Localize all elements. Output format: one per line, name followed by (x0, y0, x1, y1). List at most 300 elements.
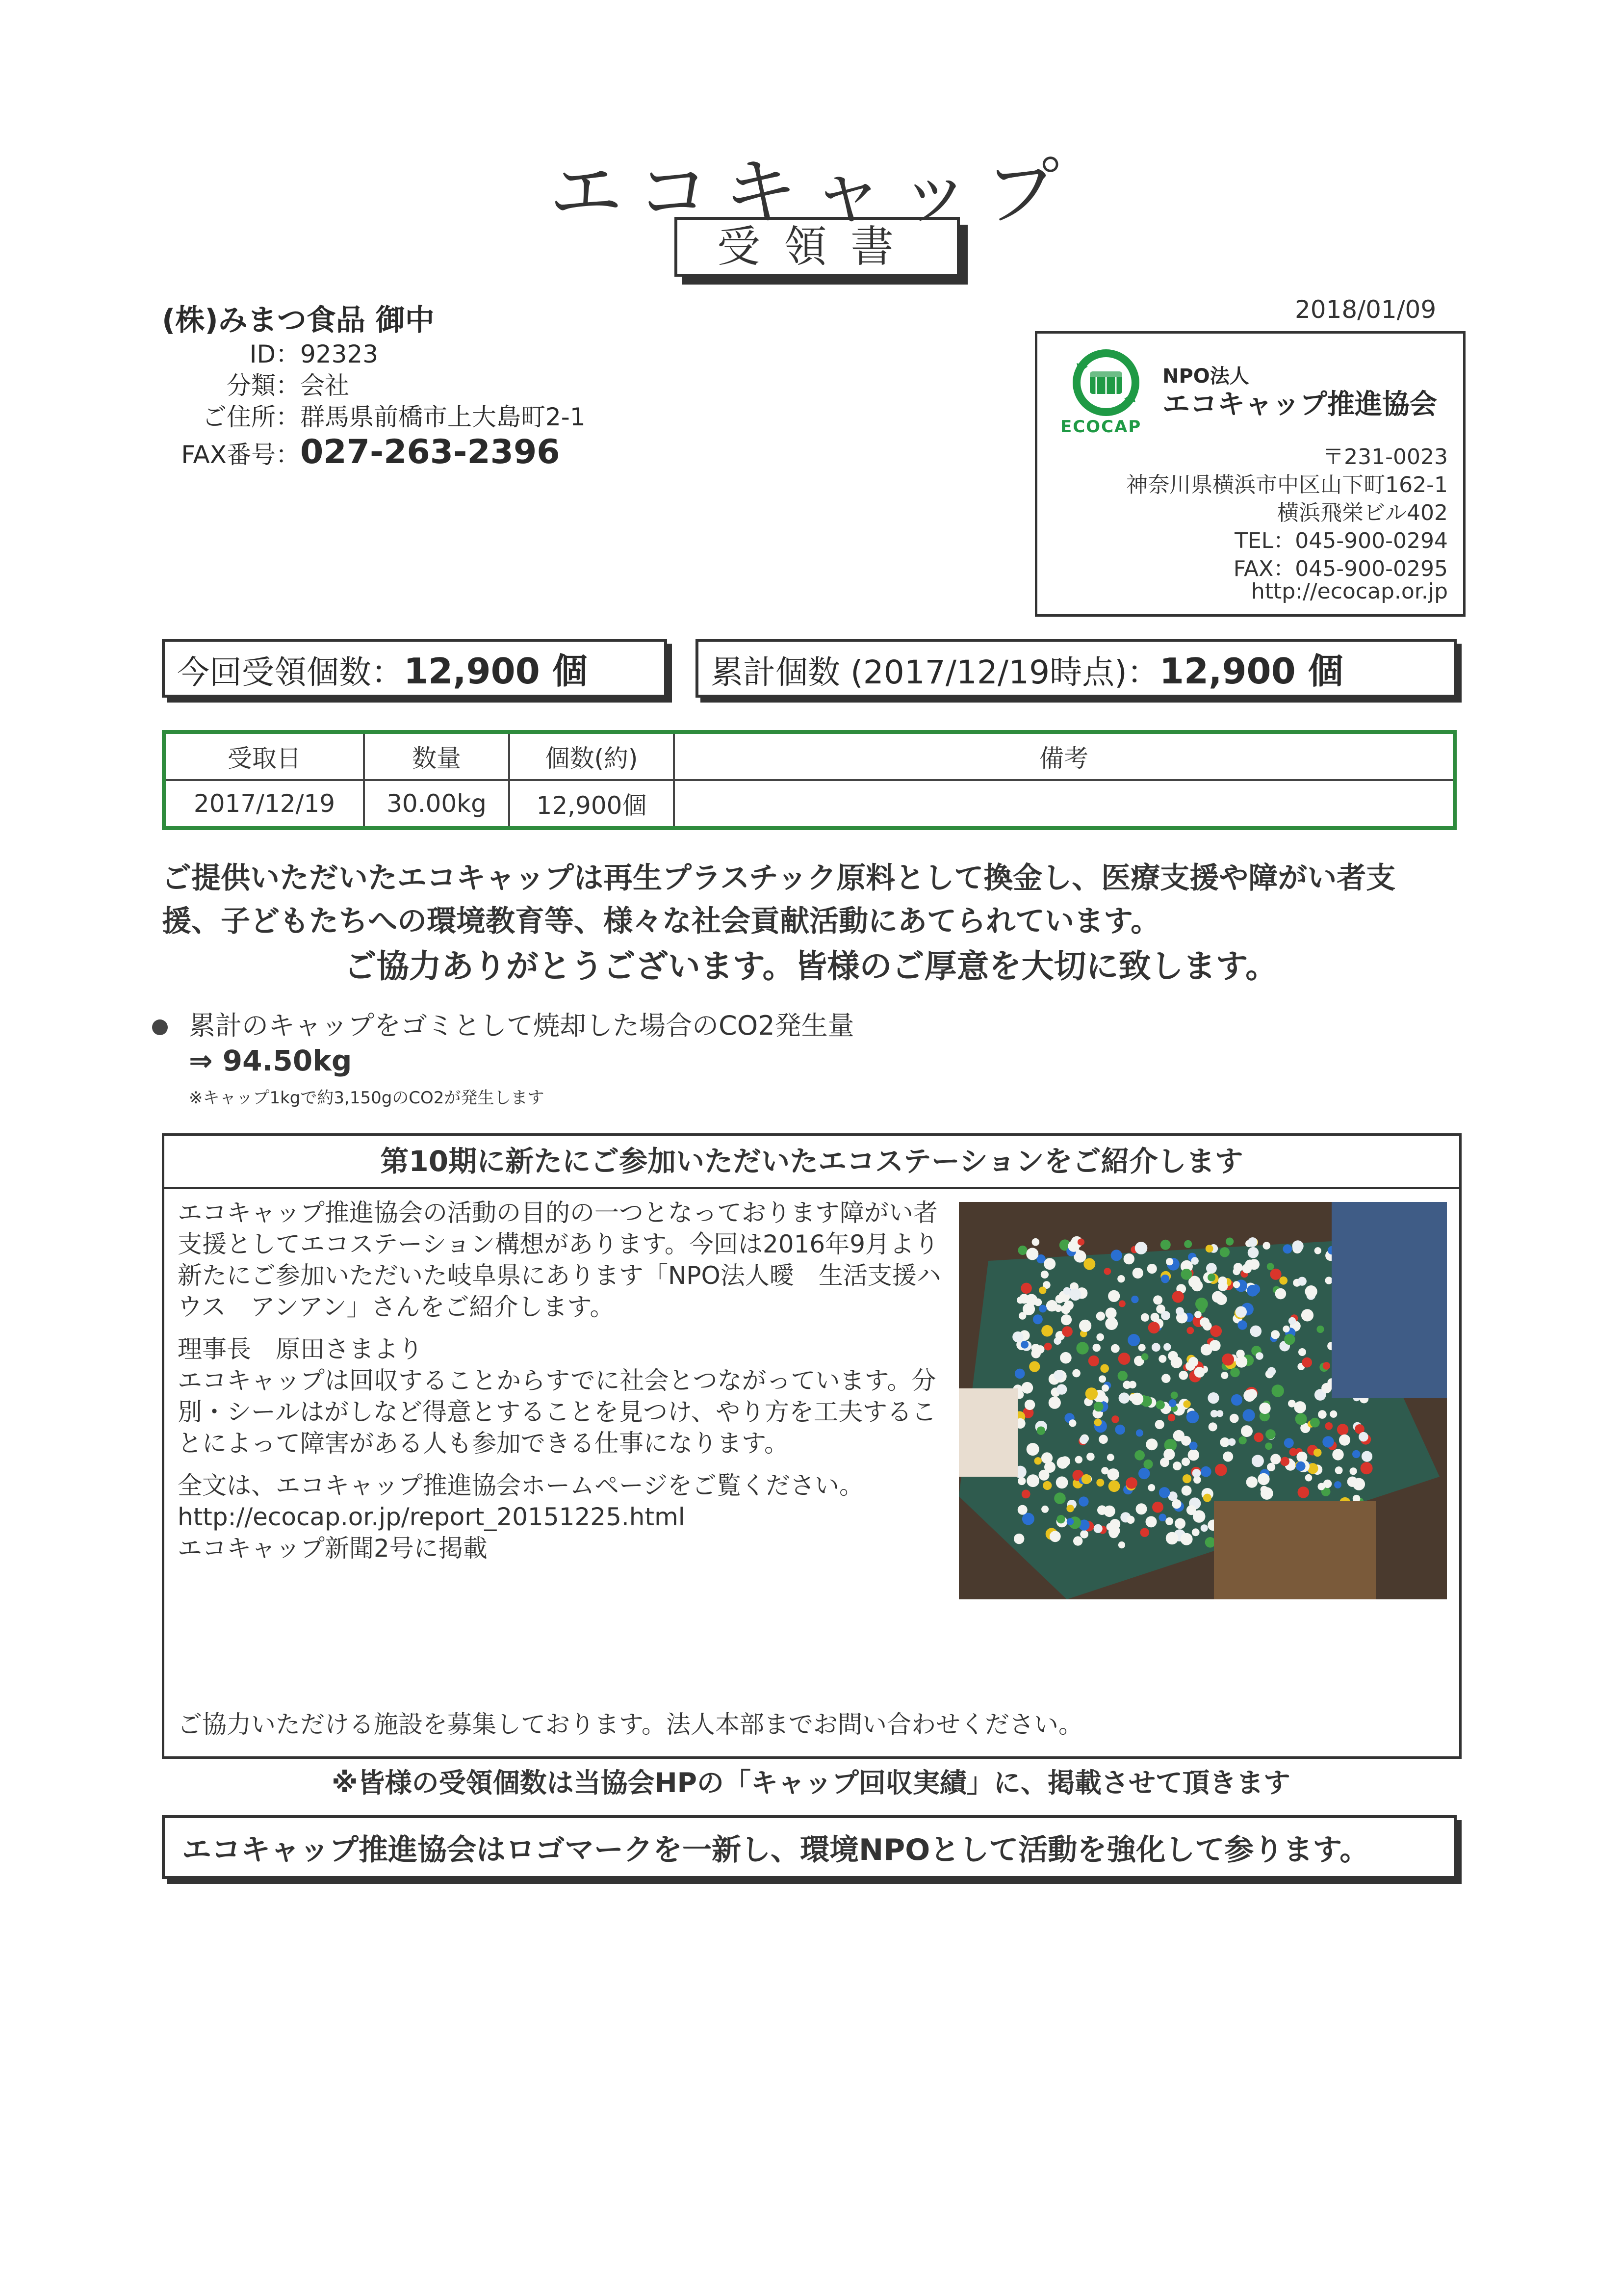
bottle-cap (1292, 1240, 1304, 1252)
bottle-cap (1031, 1344, 1040, 1353)
bottle-cap (1083, 1258, 1095, 1270)
bottle-cap (1201, 1466, 1211, 1477)
bottle-cap (1118, 1353, 1131, 1365)
bottle-cap (1163, 1343, 1171, 1351)
bottle-cap (1191, 1257, 1199, 1265)
bottle-cap (1072, 1369, 1081, 1378)
bottle-cap (1107, 1468, 1119, 1480)
bottle-cap (1022, 1513, 1034, 1525)
featured-heading: 第10期に新たにご参加いただいたエコステーションをご紹介します (164, 1136, 1459, 1189)
bottle-cap (1218, 1277, 1227, 1286)
bottle-cap (1323, 1362, 1330, 1369)
bottle-cap (1032, 1238, 1040, 1246)
bottle-cap (1228, 1438, 1236, 1446)
featured-text (178, 1197, 943, 1575)
row-date: 2017/12/19 (164, 780, 364, 828)
bottle-cap (1155, 1420, 1164, 1429)
bottle-cap (1152, 1343, 1160, 1352)
bottle-cap (1220, 1247, 1230, 1257)
featured-fulltext: 全文は、エコキャップ推進協会ホームページをご覧ください。 (178, 1471, 864, 1500)
bottle-cap (1295, 1413, 1307, 1425)
bottle-cap (1108, 1525, 1120, 1537)
bottle-cap (1126, 1477, 1137, 1489)
org-postal: 〒231-0023 (1322, 444, 1448, 470)
footer-announcement: エコキャップ推進協会はロゴマークを一新し、環境NPOとして活動を強化して参ります。 (162, 1815, 1457, 1879)
bottle-cap (1100, 1364, 1109, 1373)
bottle-cap (1247, 1285, 1259, 1297)
bottle-cap (1104, 1268, 1111, 1275)
bottle-cap (1258, 1473, 1269, 1485)
bottle-cap (1173, 1430, 1184, 1441)
bottle-cap (1054, 1492, 1066, 1504)
featured-quote-block (178, 1333, 943, 1459)
bottle-cap (1018, 1477, 1026, 1485)
featured-intro: エコキャップ推進協会の活動の目的の一つとなっております障がい者支援としてエコステーション構想があります。今回は2016年9月より新たにご参加いただいた岐阜県にあります「NPO法人曖 生活支援ハウス アンアン」さんをご紹介します。 (178, 1199, 941, 1321)
co2-label: 累計のキャップをゴミとして焼却した場合のCO2発生量 (189, 1010, 854, 1041)
bottle-cap (1106, 1307, 1117, 1319)
table-header-row (164, 732, 1455, 780)
row-remarks (674, 780, 1455, 828)
bottle-cap (1256, 1352, 1263, 1360)
bottle-caps-photo (959, 1202, 1447, 1599)
bottle-cap (1272, 1384, 1284, 1397)
address-value: 群馬県前橋市上大島町2-1 (300, 403, 586, 431)
bottle-cap (1029, 1361, 1040, 1372)
bottle-cap (1124, 1253, 1134, 1264)
bottle-cap (1267, 1463, 1275, 1471)
received-count-value: 12,900 個 (404, 651, 588, 692)
bottle-cap (1099, 1435, 1108, 1444)
co2-note: ※キャップ1kgで約3,150gのCO2が発生します (189, 1088, 544, 1108)
bottle-cap (1313, 1449, 1322, 1457)
bottle-cap (1259, 1403, 1270, 1414)
bottle-cap (1233, 1268, 1240, 1275)
bottle-cap (1056, 1384, 1067, 1394)
document-title: エコキャップ (549, 150, 1073, 235)
bottle-cap (1241, 1425, 1253, 1437)
bottle-cap (1094, 1524, 1103, 1533)
bottle-cap (1305, 1474, 1313, 1482)
bottle-cap (1330, 1410, 1337, 1418)
bottle-cap (1347, 1477, 1358, 1487)
bottle-cap (1172, 1291, 1184, 1303)
bottle-cap (1182, 1486, 1192, 1496)
bottle-cap (1314, 1247, 1321, 1254)
bottle-cap (1231, 1394, 1242, 1406)
bottle-cap (1160, 1240, 1171, 1250)
bottle-cap (1296, 1452, 1307, 1462)
recipient-id-row (162, 339, 586, 370)
bottle-cap (1216, 1294, 1227, 1305)
bottle-cap (1078, 1239, 1084, 1246)
bottle-cap (1237, 1320, 1247, 1330)
bottle-cap (1247, 1389, 1257, 1399)
bottle-cap (1119, 1392, 1130, 1404)
bottle-cap (1195, 1298, 1208, 1310)
bottle-cap (1136, 1429, 1143, 1436)
bottle-cap (1146, 1516, 1157, 1527)
cumulative-count-box (695, 639, 1457, 698)
bottle-cap (1066, 1505, 1074, 1512)
receipt-table (162, 730, 1457, 830)
bottle-cap (1152, 1502, 1163, 1513)
recipient-address-row (162, 401, 586, 433)
bottle-cap (1118, 1371, 1128, 1381)
bottle-cap (1284, 1438, 1294, 1448)
bottle-cap (1096, 1333, 1104, 1341)
org-name: エコキャップ推進協会 (1162, 389, 1437, 420)
bottle-cap (1288, 1400, 1296, 1408)
bottle-cap (1111, 1250, 1122, 1261)
bottle-cap (1159, 1355, 1166, 1363)
bottle-cap (1321, 1383, 1332, 1393)
header-date: 受取日 (164, 732, 364, 780)
bottle-cap (1250, 1326, 1262, 1337)
bottle-cap (1102, 1384, 1109, 1392)
featured-url[interactable]: http://ecocap.or.jp/report_20151225.html (178, 1503, 685, 1531)
bottle-cap (1062, 1326, 1073, 1337)
header-count: 個数(約) (509, 732, 674, 780)
bottle-cap (1049, 1397, 1061, 1409)
bottle-cap (1359, 1432, 1368, 1442)
bottle-cap (1334, 1481, 1341, 1488)
org-fax: FAX：045-900-0295 (1233, 556, 1448, 581)
bottle-cap (1018, 1505, 1028, 1515)
bottle-cap (1148, 1322, 1160, 1333)
bottle-cap (1094, 1402, 1104, 1411)
received-count-box (162, 639, 667, 698)
bottle-cap (1027, 1443, 1039, 1456)
bottle-cap (1015, 1369, 1025, 1379)
bottle-cap (1184, 1240, 1192, 1248)
bottle-cap (1186, 1505, 1196, 1515)
bottle-cap (1361, 1462, 1373, 1474)
bottle-cap (1061, 1314, 1072, 1325)
bottle-cap (1238, 1436, 1246, 1444)
bottle-cap (1143, 1460, 1153, 1469)
bottle-cap (1325, 1422, 1333, 1430)
bottle-cap (1021, 1341, 1029, 1349)
bottle-cap (1050, 1531, 1061, 1542)
bottle-cap (1279, 1277, 1287, 1285)
bottle-cap (1294, 1401, 1306, 1413)
header-quantity: 数量 (364, 732, 509, 780)
bottle-cap (1186, 1327, 1194, 1334)
bottle-cap (1243, 1409, 1255, 1421)
bottle-cap (1021, 1382, 1033, 1394)
bottle-cap (1136, 1503, 1147, 1514)
org-npo-label: NPO法人 (1162, 365, 1249, 388)
bottle-cap (1352, 1450, 1360, 1458)
message-line-2: 援、子どもたちへの環境教育等、様々な社会貢献活動にあてられています。 (162, 904, 1160, 939)
bottle-cap (1012, 1331, 1023, 1342)
bottle-cap (1188, 1357, 1198, 1367)
bottle-cap (1203, 1494, 1211, 1502)
bottle-cap (1188, 1449, 1199, 1461)
bottle-cap (1208, 1392, 1219, 1404)
bottle-cap (1159, 1513, 1166, 1521)
recipient-name: (株)みまつ食品 御中 (162, 303, 435, 338)
bottle-cap (1284, 1334, 1295, 1345)
bottle-cap (1159, 1487, 1170, 1498)
bottle-cap (1134, 1450, 1145, 1461)
bottle-cap (1079, 1496, 1088, 1506)
bottle-cap (1019, 1294, 1029, 1304)
bottle-cap (1060, 1352, 1072, 1364)
bottle-cap (1022, 1490, 1030, 1499)
bottle-cap (1230, 1414, 1239, 1423)
bottle-cap (1129, 1394, 1136, 1402)
bottle-cap (1194, 1311, 1202, 1318)
bottle-cap (1298, 1348, 1306, 1356)
bottle-cap (1318, 1410, 1327, 1419)
bottle-cap (1086, 1453, 1095, 1461)
bottle-cap (1254, 1433, 1264, 1442)
cumulative-count-value: 12,900 個 (1159, 651, 1343, 692)
bottle-cap (1191, 1280, 1203, 1291)
bottle-cap (1026, 1248, 1038, 1260)
bottle-cap (1248, 1237, 1258, 1247)
bottle-cap (1088, 1356, 1099, 1366)
bottle-cap (1014, 1534, 1024, 1544)
bottle-cap (1194, 1367, 1205, 1378)
bottle-cap (1093, 1344, 1101, 1352)
bottle-cap (1316, 1326, 1324, 1333)
bottle-cap (1094, 1419, 1102, 1427)
bottle-cap (1267, 1367, 1276, 1376)
bottle-cap (1054, 1370, 1063, 1380)
message-line-1: ご提供いただいたエコキャップは再生プラスチック原料として換金し、医療支援や障がい者支 (162, 861, 1396, 895)
bottle-cap (1181, 1269, 1192, 1280)
fax-label: FAX番号： (181, 441, 300, 469)
bottle-cap (1192, 1469, 1201, 1478)
bottle-cap (1025, 1400, 1035, 1410)
bottle-cap (1230, 1368, 1240, 1378)
bottle-cap (1067, 1518, 1074, 1525)
bottle-cap (1034, 1457, 1042, 1464)
bottle-cap (1111, 1415, 1119, 1423)
bottle-cap (1350, 1467, 1357, 1475)
bottle-cap (1027, 1474, 1039, 1487)
bottle-cap (1039, 1305, 1047, 1313)
bottle-cap (1236, 1306, 1247, 1318)
bottle-cap (1209, 1422, 1217, 1431)
bottle-cap (1085, 1387, 1098, 1400)
received-count-label: 今回受領個数： (177, 653, 404, 691)
bottle-cap (1069, 1419, 1076, 1427)
issue-date: 2018/01/09 (1295, 295, 1437, 324)
bottle-cap (1206, 1245, 1213, 1252)
bottle-cap (1044, 1343, 1052, 1351)
logo-text: ECOCAP (1060, 417, 1142, 437)
bottle-cap (1060, 1456, 1070, 1466)
bottle-cap (1156, 1400, 1165, 1409)
homepage-note: ※皆様の受領個数は当協会HPの「キャップ回収実績」に、掲載させて頂きます (332, 1767, 1290, 1799)
bottle-cap (1236, 1356, 1247, 1368)
recipient-category-row (162, 370, 586, 401)
bottle-cap (1148, 1484, 1155, 1491)
bottle-cap (1166, 1258, 1173, 1265)
document-subtitle: 受領書 (674, 217, 960, 277)
bottle-cap (1271, 1330, 1280, 1339)
bottle-cap (1079, 1320, 1091, 1332)
fax-value: 027-263-2396 (300, 433, 560, 471)
bottle-cap (1033, 1314, 1043, 1324)
cumulative-count-label: 累計個数 (2017/12/19時点)： (711, 653, 1159, 691)
bottle-cap (1140, 1528, 1149, 1537)
bottle-cap (1041, 1271, 1049, 1278)
bottle-cap (1215, 1464, 1227, 1476)
ecocap-logo-icon (1069, 346, 1143, 419)
bottle-cap (1186, 1411, 1199, 1424)
bottle-cap (1131, 1296, 1138, 1303)
bottle-cap (1265, 1442, 1272, 1450)
featured-recruit: ご協力いただける施設を募集しております。法人本部までお問い合わせください。 (178, 1710, 1083, 1739)
recipient-fax-row (162, 433, 586, 471)
row-count: 12,900個 (509, 780, 674, 828)
bottle-cap (1179, 1371, 1188, 1380)
category-label: 分類： (227, 371, 300, 400)
bottle-cap (1160, 1458, 1169, 1467)
bottle-cap (1275, 1288, 1287, 1300)
id-label: ID： (249, 340, 300, 368)
id-value: 92323 (300, 340, 379, 368)
bottle-cap (1128, 1334, 1140, 1346)
bottle-cap (1080, 1530, 1088, 1539)
bottle-cap (1104, 1506, 1115, 1517)
bottle-cap (1041, 1452, 1053, 1463)
bottle-cap (1127, 1516, 1134, 1524)
bottle-cap (1332, 1449, 1343, 1460)
featured-newspaper: エコキャップ新聞2号に掲載 (178, 1534, 488, 1563)
bottle-cap (1223, 1452, 1233, 1462)
header-remarks: 備考 (674, 732, 1455, 780)
bottle-cap (1055, 1305, 1062, 1312)
bottle-cap (1146, 1438, 1158, 1450)
bottle-cap (1335, 1466, 1343, 1474)
bottle-cap (1119, 1300, 1126, 1307)
bottle-cap (1233, 1281, 1240, 1288)
org-address-2: 横浜飛栄ビル402 (1277, 500, 1448, 525)
recipient-fields (162, 339, 586, 470)
org-tel: TEL：045-900-0294 (1235, 528, 1448, 553)
bottle-cap (1108, 1290, 1120, 1302)
bottle-cap (1249, 1259, 1260, 1270)
bottle-cap (1183, 1400, 1190, 1408)
bottle-cap (1208, 1274, 1215, 1281)
bottle-cap (1310, 1418, 1320, 1428)
bottle-cap (1216, 1410, 1223, 1417)
bottle-cap (1133, 1268, 1143, 1278)
bottle-cap (1288, 1317, 1296, 1325)
bottle-cap (1138, 1468, 1150, 1479)
bottle-cap (1108, 1480, 1120, 1492)
bottle-cap (1141, 1353, 1149, 1360)
bottle-cap (1161, 1275, 1169, 1283)
bottle-cap (1168, 1414, 1175, 1421)
bottle-cap (1175, 1518, 1185, 1529)
bottle-cap (1096, 1312, 1105, 1321)
bottle-cap (1044, 1258, 1056, 1270)
bottle-cap (1073, 1536, 1082, 1545)
org-address-1: 神奈川県横浜市中区山下町162-1 (1126, 472, 1448, 497)
bottle-cap (1115, 1425, 1125, 1435)
bottle-cap (1323, 1480, 1332, 1488)
bottle-cap (1153, 1295, 1162, 1305)
bottle-cap (1111, 1344, 1120, 1353)
bottle-cap (1135, 1242, 1148, 1254)
bottle-cap (1183, 1474, 1191, 1483)
bottle-cap (1105, 1317, 1118, 1330)
row-quantity: 30.00kg (364, 780, 509, 828)
bottle-cap (1117, 1275, 1125, 1282)
table-row (164, 780, 1455, 828)
bottle-cap (1270, 1454, 1281, 1464)
org-url[interactable]: http://ecocap.or.jp (1251, 579, 1448, 604)
bottle-cap (1339, 1435, 1350, 1446)
bottle-cap (1302, 1357, 1312, 1368)
bottle-cap (1021, 1283, 1031, 1294)
bottle-cap (1101, 1467, 1108, 1474)
bottle-cap (1064, 1301, 1074, 1310)
bottle-cap (1056, 1515, 1065, 1523)
bottle-cap (1147, 1264, 1157, 1274)
address-label: ご住所： (202, 403, 300, 431)
bottle-cap (1118, 1541, 1125, 1548)
bottle-cap (1041, 1506, 1049, 1513)
bottle-cap (1181, 1533, 1193, 1545)
bottle-cap (1037, 1427, 1045, 1435)
bottle-cap (1226, 1238, 1234, 1246)
bottle-cap (1138, 1344, 1146, 1352)
bottle-cap (1161, 1374, 1171, 1383)
bottle-cap (1129, 1381, 1136, 1389)
bottle-cap (1201, 1344, 1212, 1356)
bottle-cap (1173, 1461, 1182, 1470)
bottle-cap (1210, 1325, 1222, 1337)
bottle-cap (1267, 1263, 1274, 1270)
bottle-cap (1261, 1486, 1268, 1493)
bullet-icon (152, 1019, 168, 1035)
bottle-cap (1283, 1326, 1289, 1332)
category-value: 会社 (300, 371, 349, 400)
bottle-cap (1301, 1309, 1313, 1321)
bottle-cap (1096, 1479, 1104, 1487)
bottle-cap (1265, 1429, 1276, 1439)
bottle-cap (1298, 1487, 1310, 1498)
bottle-cap (1171, 1392, 1178, 1399)
bottle-cap (1189, 1442, 1198, 1450)
bottle-cap (1182, 1458, 1190, 1466)
bottle-cap (1325, 1277, 1333, 1284)
bottle-cap (1305, 1285, 1317, 1298)
bottle-cap (1039, 1287, 1046, 1294)
bottle-cap (1080, 1436, 1088, 1444)
featured-quote-title: 理事長 原田さまより (178, 1335, 423, 1363)
bottle-cap (1296, 1461, 1306, 1471)
bottle-cap (1171, 1357, 1183, 1368)
featured-links (178, 1470, 943, 1564)
bottle-cap (1081, 1474, 1091, 1484)
bottle-cap (1039, 1470, 1050, 1481)
bottle-cap (1201, 1524, 1208, 1532)
bottle-cap (1056, 1476, 1068, 1488)
bottle-cap (1161, 1311, 1170, 1320)
bottle-cap (1298, 1277, 1307, 1286)
thanks-message: ご協力ありがとうございます。皆様のご厚意を大切に致します。 (344, 947, 1278, 985)
bottle-cap (1221, 1372, 1228, 1379)
bottle-cap (1248, 1247, 1259, 1258)
